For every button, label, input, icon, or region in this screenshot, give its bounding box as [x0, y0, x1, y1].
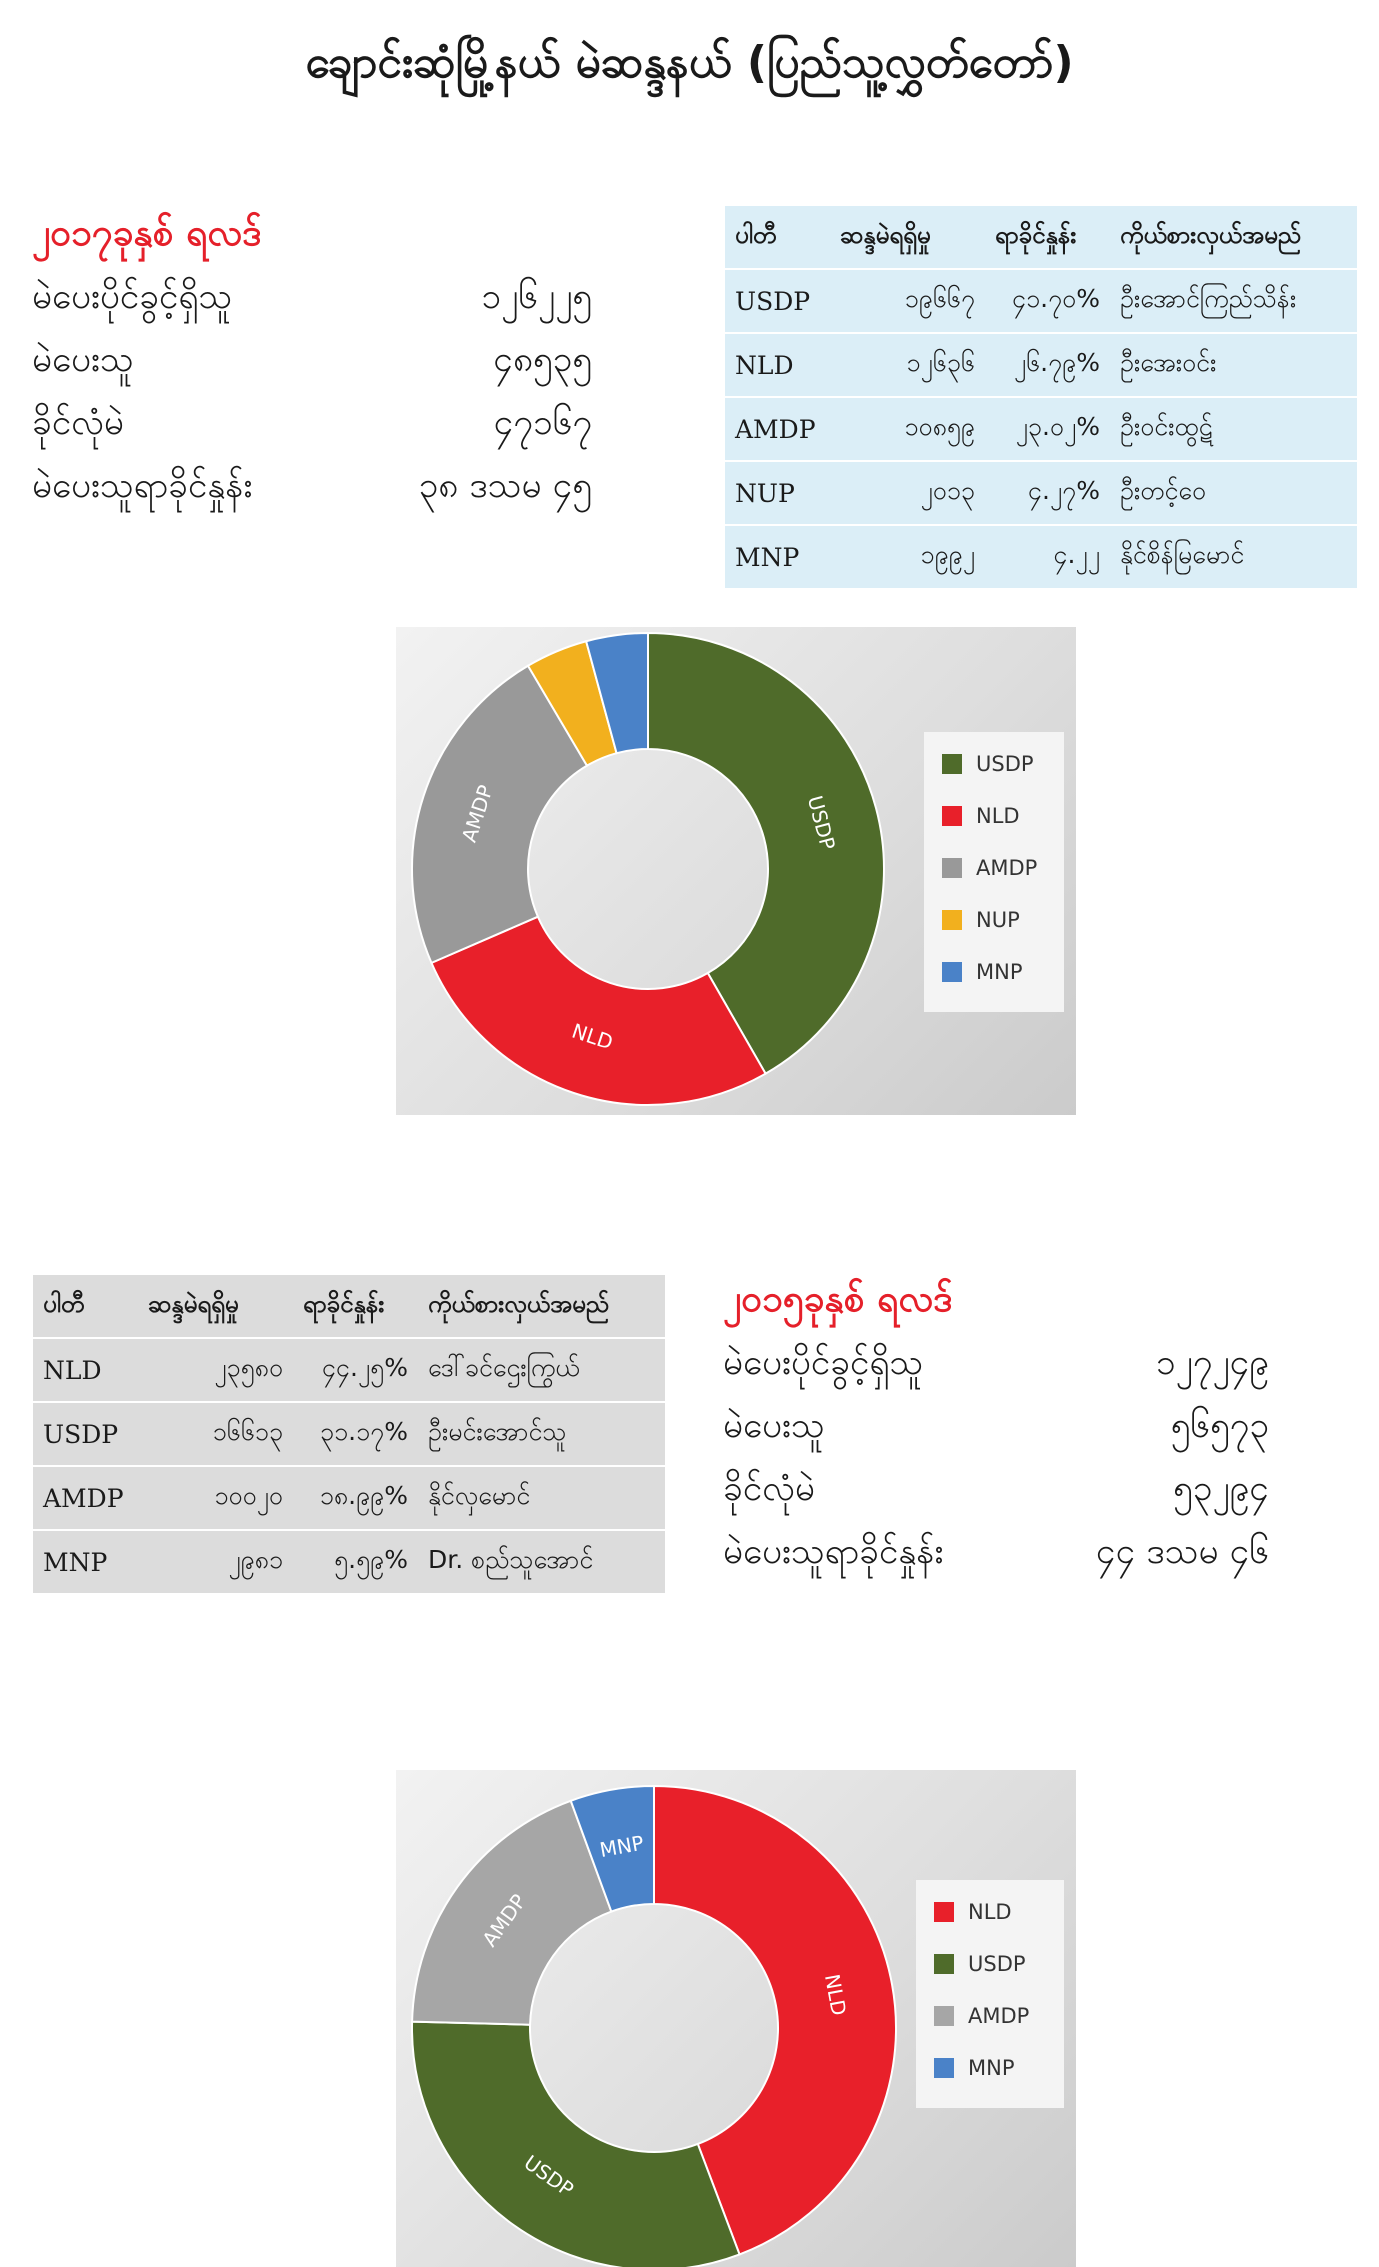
- header-party: ပါတီ: [725, 206, 830, 269]
- table-row: [33, 1402, 665, 1466]
- stat-row: [32, 329, 592, 392]
- cell-candidate: နိုင်စိန်မြမောင်: [1110, 525, 1357, 589]
- stat-label: မဲပေးပိုင်ခွင့်ရှိသူ: [723, 1343, 924, 1383]
- stats-2015: [723, 1266, 1269, 1584]
- slice-label: MNP: [597, 1830, 646, 1863]
- cell-candidate: ဦးတင့်ဝေ: [1110, 461, 1357, 525]
- cell-candidate: ဦးအောင်ကြည်သိန်း: [1110, 269, 1357, 333]
- cell-percent: ၂၃.၀၂%: [985, 397, 1110, 461]
- legend-label: USDP: [976, 752, 1034, 776]
- cell-percent: ၄၄.၂၅%: [293, 1338, 418, 1402]
- stat-row: [723, 1332, 1269, 1395]
- cell-party: USDP: [725, 269, 830, 333]
- table-row: [725, 269, 1357, 333]
- stat-row: [32, 266, 592, 329]
- slice-label: USDP: [802, 793, 841, 853]
- cell-votes: ၁၀၈၅၉: [830, 397, 985, 461]
- cell-party: AMDP: [725, 397, 830, 461]
- header-votes: ဆန္ဒမဲရရှိမှု: [830, 206, 985, 269]
- donut-chart-2015: [396, 1770, 1076, 2267]
- cell-votes: ၂၉၈၁: [138, 1530, 293, 1594]
- cell-party: NUP: [725, 461, 830, 525]
- stat-value: ၁၂၆၂၂၅: [481, 277, 592, 317]
- cell-party: USDP: [33, 1402, 138, 1466]
- stat-label: မဲပေးသူ: [32, 340, 134, 380]
- legend-swatch: [934, 2058, 954, 2078]
- stat-label: မဲပေးပိုင်ခွင့်ရှိသူ: [32, 277, 233, 317]
- cell-votes: ၁၀၀၂၀: [138, 1466, 293, 1530]
- stats-2017: [32, 200, 592, 518]
- cell-candidate: ဦးမင်းအောင်သူ: [418, 1402, 665, 1466]
- stat-row: [32, 392, 592, 455]
- table-row: [725, 525, 1357, 589]
- legend-label: NLD: [968, 1900, 1012, 1924]
- cell-votes: ၁၂၆၃၆: [830, 333, 985, 397]
- stat-value: ၃၈ ဒသမ ၄၅: [418, 466, 592, 506]
- cell-candidate: ဒေါ်ခင်ဌေးကြွယ်: [418, 1338, 665, 1402]
- cell-percent: ၃၁.၁၇%: [293, 1402, 418, 1466]
- stat-value: ၄၈၅၃၅: [493, 340, 592, 380]
- legend-label: NUP: [976, 908, 1020, 932]
- stat-label: မဲပေးသူရာခိုင်နှုန်း: [723, 1532, 944, 1572]
- table-row: [725, 333, 1357, 397]
- cell-votes: ၁၉၉၂: [830, 525, 985, 589]
- stat-label: မဲပေးသူရာခိုင်နှုန်း: [32, 466, 253, 506]
- stat-row: [723, 1521, 1269, 1584]
- cell-votes: ၁၉၆၆၇: [830, 269, 985, 333]
- cell-votes: ၂၃၅၈၀: [138, 1338, 293, 1402]
- stat-value: ၄၇၁၆၇: [493, 403, 592, 443]
- legend-swatch: [942, 962, 962, 982]
- header-percent: ရာခိုင်နှုန်း: [293, 1275, 418, 1338]
- header-candidate: ကိုယ်စားလှယ်အမည်: [418, 1275, 665, 1338]
- cell-party: NLD: [33, 1338, 138, 1402]
- cell-party: MNP: [33, 1530, 138, 1594]
- legend-label: NLD: [976, 804, 1020, 828]
- cell-percent: ၄.၂၇%: [985, 461, 1110, 525]
- table-row: [33, 1530, 665, 1594]
- header-candidate: ကိုယ်စားလှယ်အမည်: [1110, 206, 1357, 269]
- legend-label: AMDP: [968, 2004, 1030, 2028]
- slice-label: AMDP: [456, 782, 498, 846]
- year-label-2015: ၂၀၁၅ခုနှစ် ရလဒ်: [723, 1277, 953, 1320]
- cell-party: NLD: [725, 333, 830, 397]
- legend-swatch: [942, 806, 962, 826]
- header-percent: ရာခိုင်နှုန်း: [985, 206, 1110, 269]
- legend-swatch: [942, 754, 962, 774]
- cell-percent: ၂၆.၇၉%: [985, 333, 1110, 397]
- legend-label: USDP: [968, 1952, 1026, 1976]
- cell-party: MNP: [725, 525, 830, 589]
- cell-candidate: ဦးအေးဝင်း: [1110, 333, 1357, 397]
- stat-value: ၅၆၅၇၃: [1170, 1406, 1269, 1446]
- table-header-row: [725, 206, 1357, 269]
- stat-value: ၅၃၂၉၄: [1173, 1469, 1269, 1509]
- cell-percent: ၄၁.၇၀%: [985, 269, 1110, 333]
- stat-value: ၄၄ ဒသမ ၄၆: [1095, 1532, 1269, 1572]
- slice-label: NLD: [568, 1018, 616, 1055]
- cell-percent: ၁၈.၉၉%: [293, 1466, 418, 1530]
- legend-swatch: [942, 858, 962, 878]
- page-title: ချောင်းဆုံမြို့နယ် မဲဆန္ဒနယ် (ပြည်သူ့လွှတ်တော်): [305, 37, 1074, 88]
- cell-party: AMDP: [33, 1466, 138, 1530]
- slice-label: NLD: [819, 1972, 852, 2018]
- header-votes: ဆန္ဒမဲရရှိမှု: [138, 1275, 293, 1338]
- cell-votes: ၂၀၁၃: [830, 461, 985, 525]
- legend-swatch: [934, 1902, 954, 1922]
- donut-chart-2015-svg: [396, 1770, 1076, 2267]
- legend-label: AMDP: [976, 856, 1038, 880]
- slice-label: USDP: [519, 2150, 579, 2202]
- table-row: [33, 1466, 665, 1530]
- slice-nld: [431, 917, 765, 1105]
- results-table-2015: [33, 1275, 665, 1595]
- stat-row: [32, 455, 592, 518]
- stat-row: [723, 1458, 1269, 1521]
- table-row: [33, 1338, 665, 1402]
- cell-candidate: ဦးဝင်းထွဋ်: [1110, 397, 1357, 461]
- results-table-2017: [725, 206, 1357, 590]
- legend-label: MNP: [976, 960, 1023, 984]
- stat-label: မဲပေးသူ: [723, 1406, 825, 1446]
- table-row: [725, 461, 1357, 525]
- slice-label: AMDP: [477, 1889, 531, 1952]
- legend-swatch: [934, 1954, 954, 1974]
- legend-swatch: [934, 2006, 954, 2026]
- stat-row: [723, 1395, 1269, 1458]
- donut-chart-2017: [396, 627, 1076, 1115]
- cell-candidate: Dr. စည်သူအောင်: [418, 1530, 665, 1594]
- header-party: ပါတီ: [33, 1275, 138, 1338]
- table-row: [725, 397, 1357, 461]
- year-label-2017: ၂၀၁၇ခုနှစ် ရလဒ်: [32, 211, 262, 254]
- stat-label: ခိုင်လုံမဲ: [32, 403, 124, 443]
- stat-value: ၁၂၇၂၄၉: [1155, 1343, 1269, 1383]
- legend-label: MNP: [968, 2056, 1015, 2080]
- table-header-row: [33, 1275, 665, 1338]
- cell-percent: ၅.၅၉%: [293, 1530, 418, 1594]
- donut-chart-2017-svg: [396, 627, 1076, 1115]
- stat-label: ခိုင်လုံမဲ: [723, 1469, 815, 1509]
- cell-percent: ၄.၂၂: [985, 525, 1110, 589]
- legend-swatch: [942, 910, 962, 930]
- cell-votes: ၁၆၆၁၃: [138, 1402, 293, 1466]
- slice-usdp: [412, 2022, 740, 2267]
- cell-candidate: နိုင်လှမောင်: [418, 1466, 665, 1530]
